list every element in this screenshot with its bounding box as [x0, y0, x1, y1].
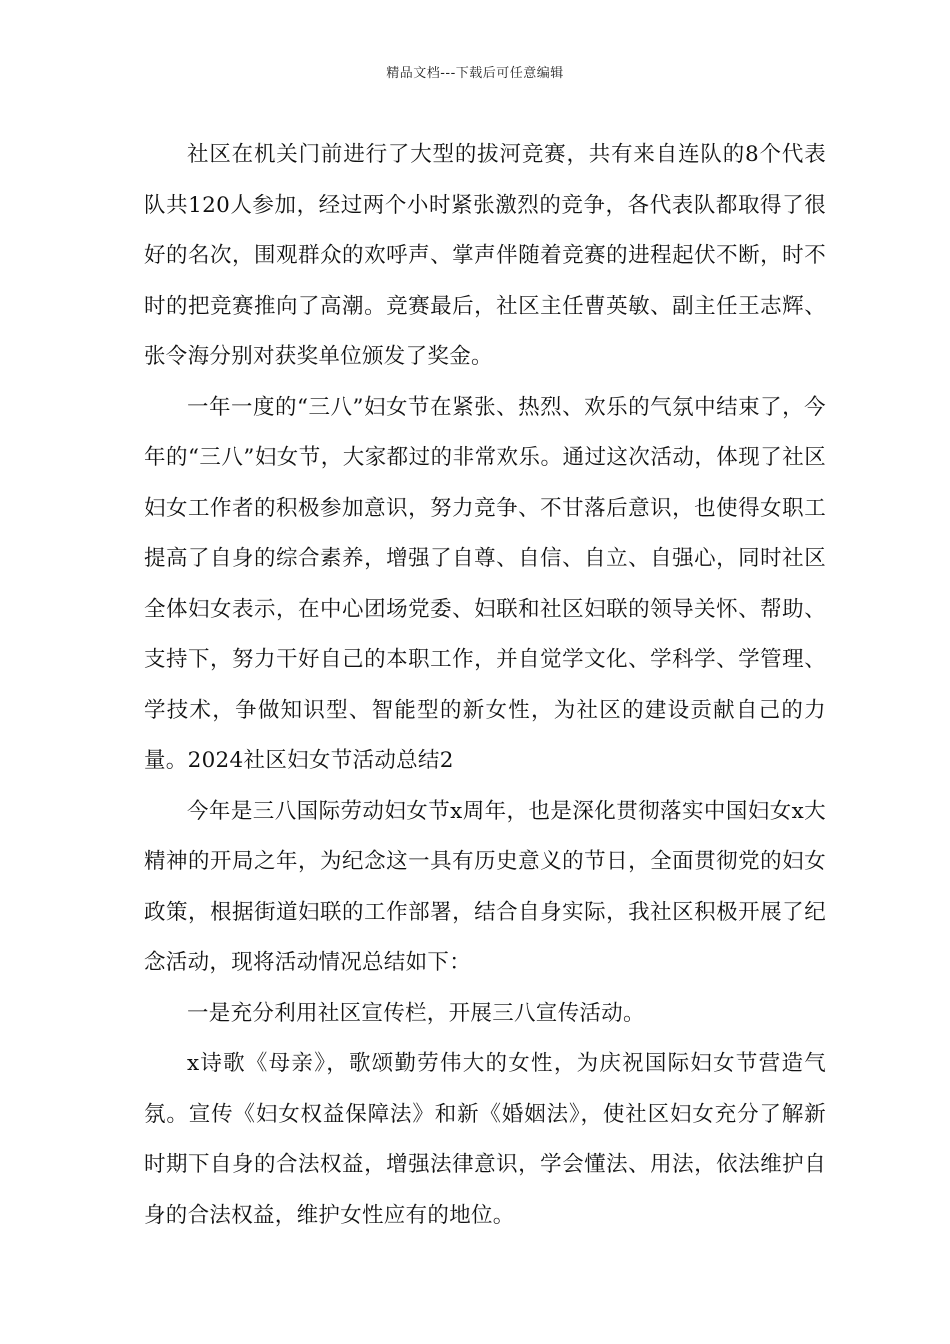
paragraph-tug-of-war: 社区在机关门前进行了大型的拔河竞赛，共有来自连队的8个代表队共120人参加，经过两个小时紧张激烈的竞争，各代表队都取得了很好的名次，围观群众的欢呼声、掌声伴随着竞赛的进程起伏不断，时不时的把竞赛推向了高潮。竞赛最后，社区主任曹英敏、副主任王志辉、张令海分别对获奖单位颁发了奖金。 [144, 142, 826, 369]
document-body [144, 130, 826, 1241]
paragraph-anniversary-intro: 今年是三八国际劳动妇女节x周年，也是深化贯彻落实中国妇女x大精神的开局之年，为纪念这一具有历史意义的节日，全面贯彻党的妇女政策，根据街道妇联的工作部署，结合自身实际，我社区积极开展了纪念活动，现将活动情况总结如下： [144, 798, 826, 975]
paragraph-womens-day-summary: 一年一度的“三八”妇女节在紧张、热烈、欢乐的气氛中结束了，今年的“三八”妇女节，大家都过的非常欢乐。通过这次活动，体现了社区妇女工作者的积极参加意识，努力竞争、不甘落后意识，也使得女职工提高了自身的综合素养，增强了自尊、自信、自立、自强心，同时社区全体妇女表示，在中心团场党委、妇联和社区妇联的领导关怀、帮助、支持下，努力干好自己的本职工作，并自觉学文化、学科学、学管理、学技术，争做知识型、智能型的新女性，为社区的建设贡献自己的力量。2024社区妇女节活动总结2 [144, 394, 826, 773]
paragraph-poem-and-law: x诗歌《母亲》，歌颂勤劳伟大的女性，为庆祝国际妇女节营造气氛。宣传《妇女权益保障法》和新《婚姻法》，使社区妇女充分了解新时期下自身的合法权益，增强法律意识，学会懂法、用法，依法维护自身的合法权益，维护女性应有的地位。 [144, 1051, 826, 1228]
paragraph-bulletin-board: 一是充分利用社区宣传栏，开展三八宣传活动。 [187, 1000, 645, 1026]
page-header: 精品文档---下载后可任意编辑 [386, 66, 564, 81]
